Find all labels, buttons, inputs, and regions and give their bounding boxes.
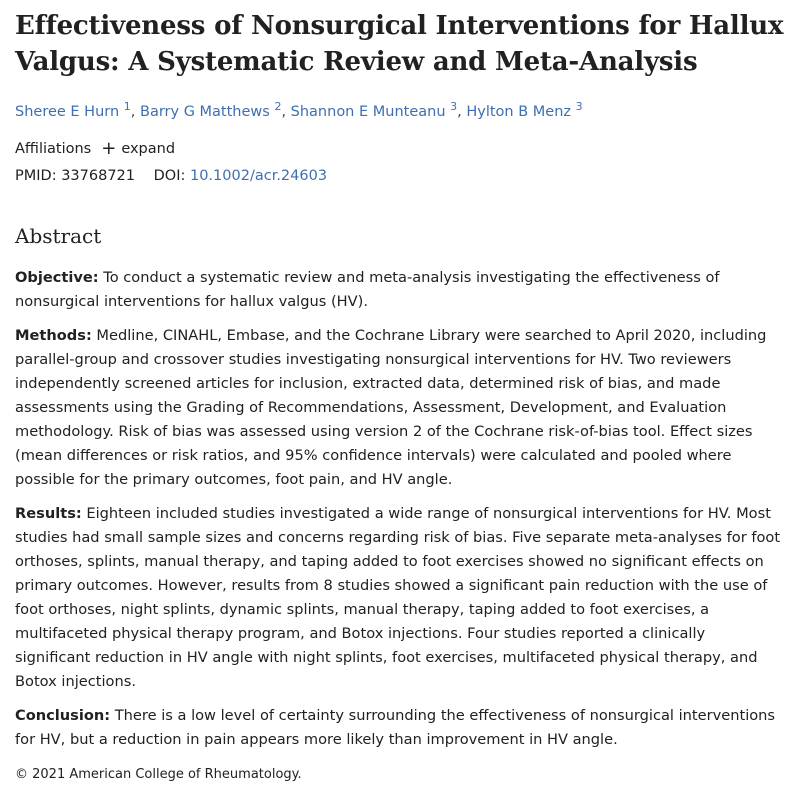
author-link-munteanu[interactable]: Shannon E Munteanu $^3$ bbox=[290, 100, 458, 120]
abstract-results bbox=[15, 502, 785, 694]
affiliations-row bbox=[15, 139, 785, 159]
plus-icon: + bbox=[101, 138, 117, 159]
identifiers-row bbox=[15, 166, 785, 186]
affiliation-ref[interactable]: 2 bbox=[274, 100, 282, 113]
doi-label: DOI: bbox=[153, 168, 186, 184]
affiliation-ref[interactable]: 3 bbox=[450, 100, 458, 113]
conclusion-text: There is a low level of certainty surrounding the effectiveness of nonsurgical interventions for HV, but a reduction in pain appears more likely than improvement in HV angle. bbox=[15, 707, 776, 748]
article-title: Effectiveness of Nonsurgical Interventions for Hallux Valgus: A Systematic Review and Meta-Analysis bbox=[15, 11, 784, 77]
expand-label: expand bbox=[121, 141, 176, 157]
abstract-heading: Abstract bbox=[15, 224, 102, 248]
methods-label: Methods: bbox=[15, 327, 92, 344]
methods-text: Medline, CINAHL, Embase, and the Cochrane Library were searched to April 2020, including parallel-group and crossover studies investigating nonsurgical interventions for HV. Two reviewers independently screened articles for inclusion, extracted data, determined risk of bias, and made assessments using the Grading of Recommendations, Assessment, Development, and Evaluation methodology. Risk of bias was assessed using version 2 of the Cochrane risk-of-bias tool. Effect sizes (mean differences or risk ratios, and 95% confidence intervals) were calculated and pooled where possible for the primary outcomes, foot pain, and HV angle. bbox=[15, 327, 767, 488]
author-separator: , bbox=[281, 104, 287, 120]
doi-link[interactable]: 10.1002/acr.24603 bbox=[189, 168, 328, 184]
author-separator: , bbox=[130, 104, 136, 120]
objective-label: Objective: bbox=[15, 269, 99, 286]
expand-affiliations-button[interactable] bbox=[101, 139, 175, 159]
abstract-objective bbox=[15, 266, 785, 314]
pmid-label: PMID: bbox=[15, 168, 57, 184]
article-page bbox=[15, 0, 785, 784]
author-link-matthews[interactable]: Barry G Matthews $^2$ bbox=[140, 100, 282, 120]
author-link-hurn[interactable]: Sheree E Hurn $^1$ bbox=[15, 100, 131, 120]
results-text: Eighteen included studies investigated a wide range of nonsurgical interventions for HV. Most studies had small sample sizes and concerns regarding risk of bias. Five separate meta-analyses for foot orthoses, splints, manual therapy, and taping added to foot exercises showed no significant effects on primary outcomes. However, results from 8 studies showed a significant pain reduction with the use of foot orthoses, night splints, dynamic splints, manual therapy, taping added to foot exercises, a multifaceted physical therapy program, and Botox injections. Four studies reported a clinically significant reduction in HV angle with night splints, foot exercises, multifaceted physical therapy, and Botox injections. bbox=[15, 505, 781, 690]
copyright-notice: © 2021 American College of Rheumatology. bbox=[15, 767, 302, 782]
abstract-methods bbox=[15, 324, 785, 492]
author-separator: , bbox=[457, 104, 462, 120]
affiliations-label: Affiliations bbox=[15, 141, 92, 157]
pmid-value: 33768721 bbox=[61, 168, 136, 184]
author-list bbox=[15, 102, 785, 122]
abstract-conclusion bbox=[15, 704, 785, 752]
affiliation-ref[interactable]: 3 bbox=[575, 100, 583, 113]
author-link-menz[interactable]: Hylton B Menz $^3$ bbox=[466, 100, 583, 120]
results-label: Results: bbox=[15, 505, 82, 522]
conclusion-label: Conclusion: bbox=[15, 707, 111, 724]
objective-text: To conduct a systematic review and meta-analysis investigating the effectiveness of nonsurgical interventions for hallux valgus (HV). bbox=[15, 269, 720, 310]
affiliation-ref[interactable]: 1 bbox=[123, 100, 131, 113]
